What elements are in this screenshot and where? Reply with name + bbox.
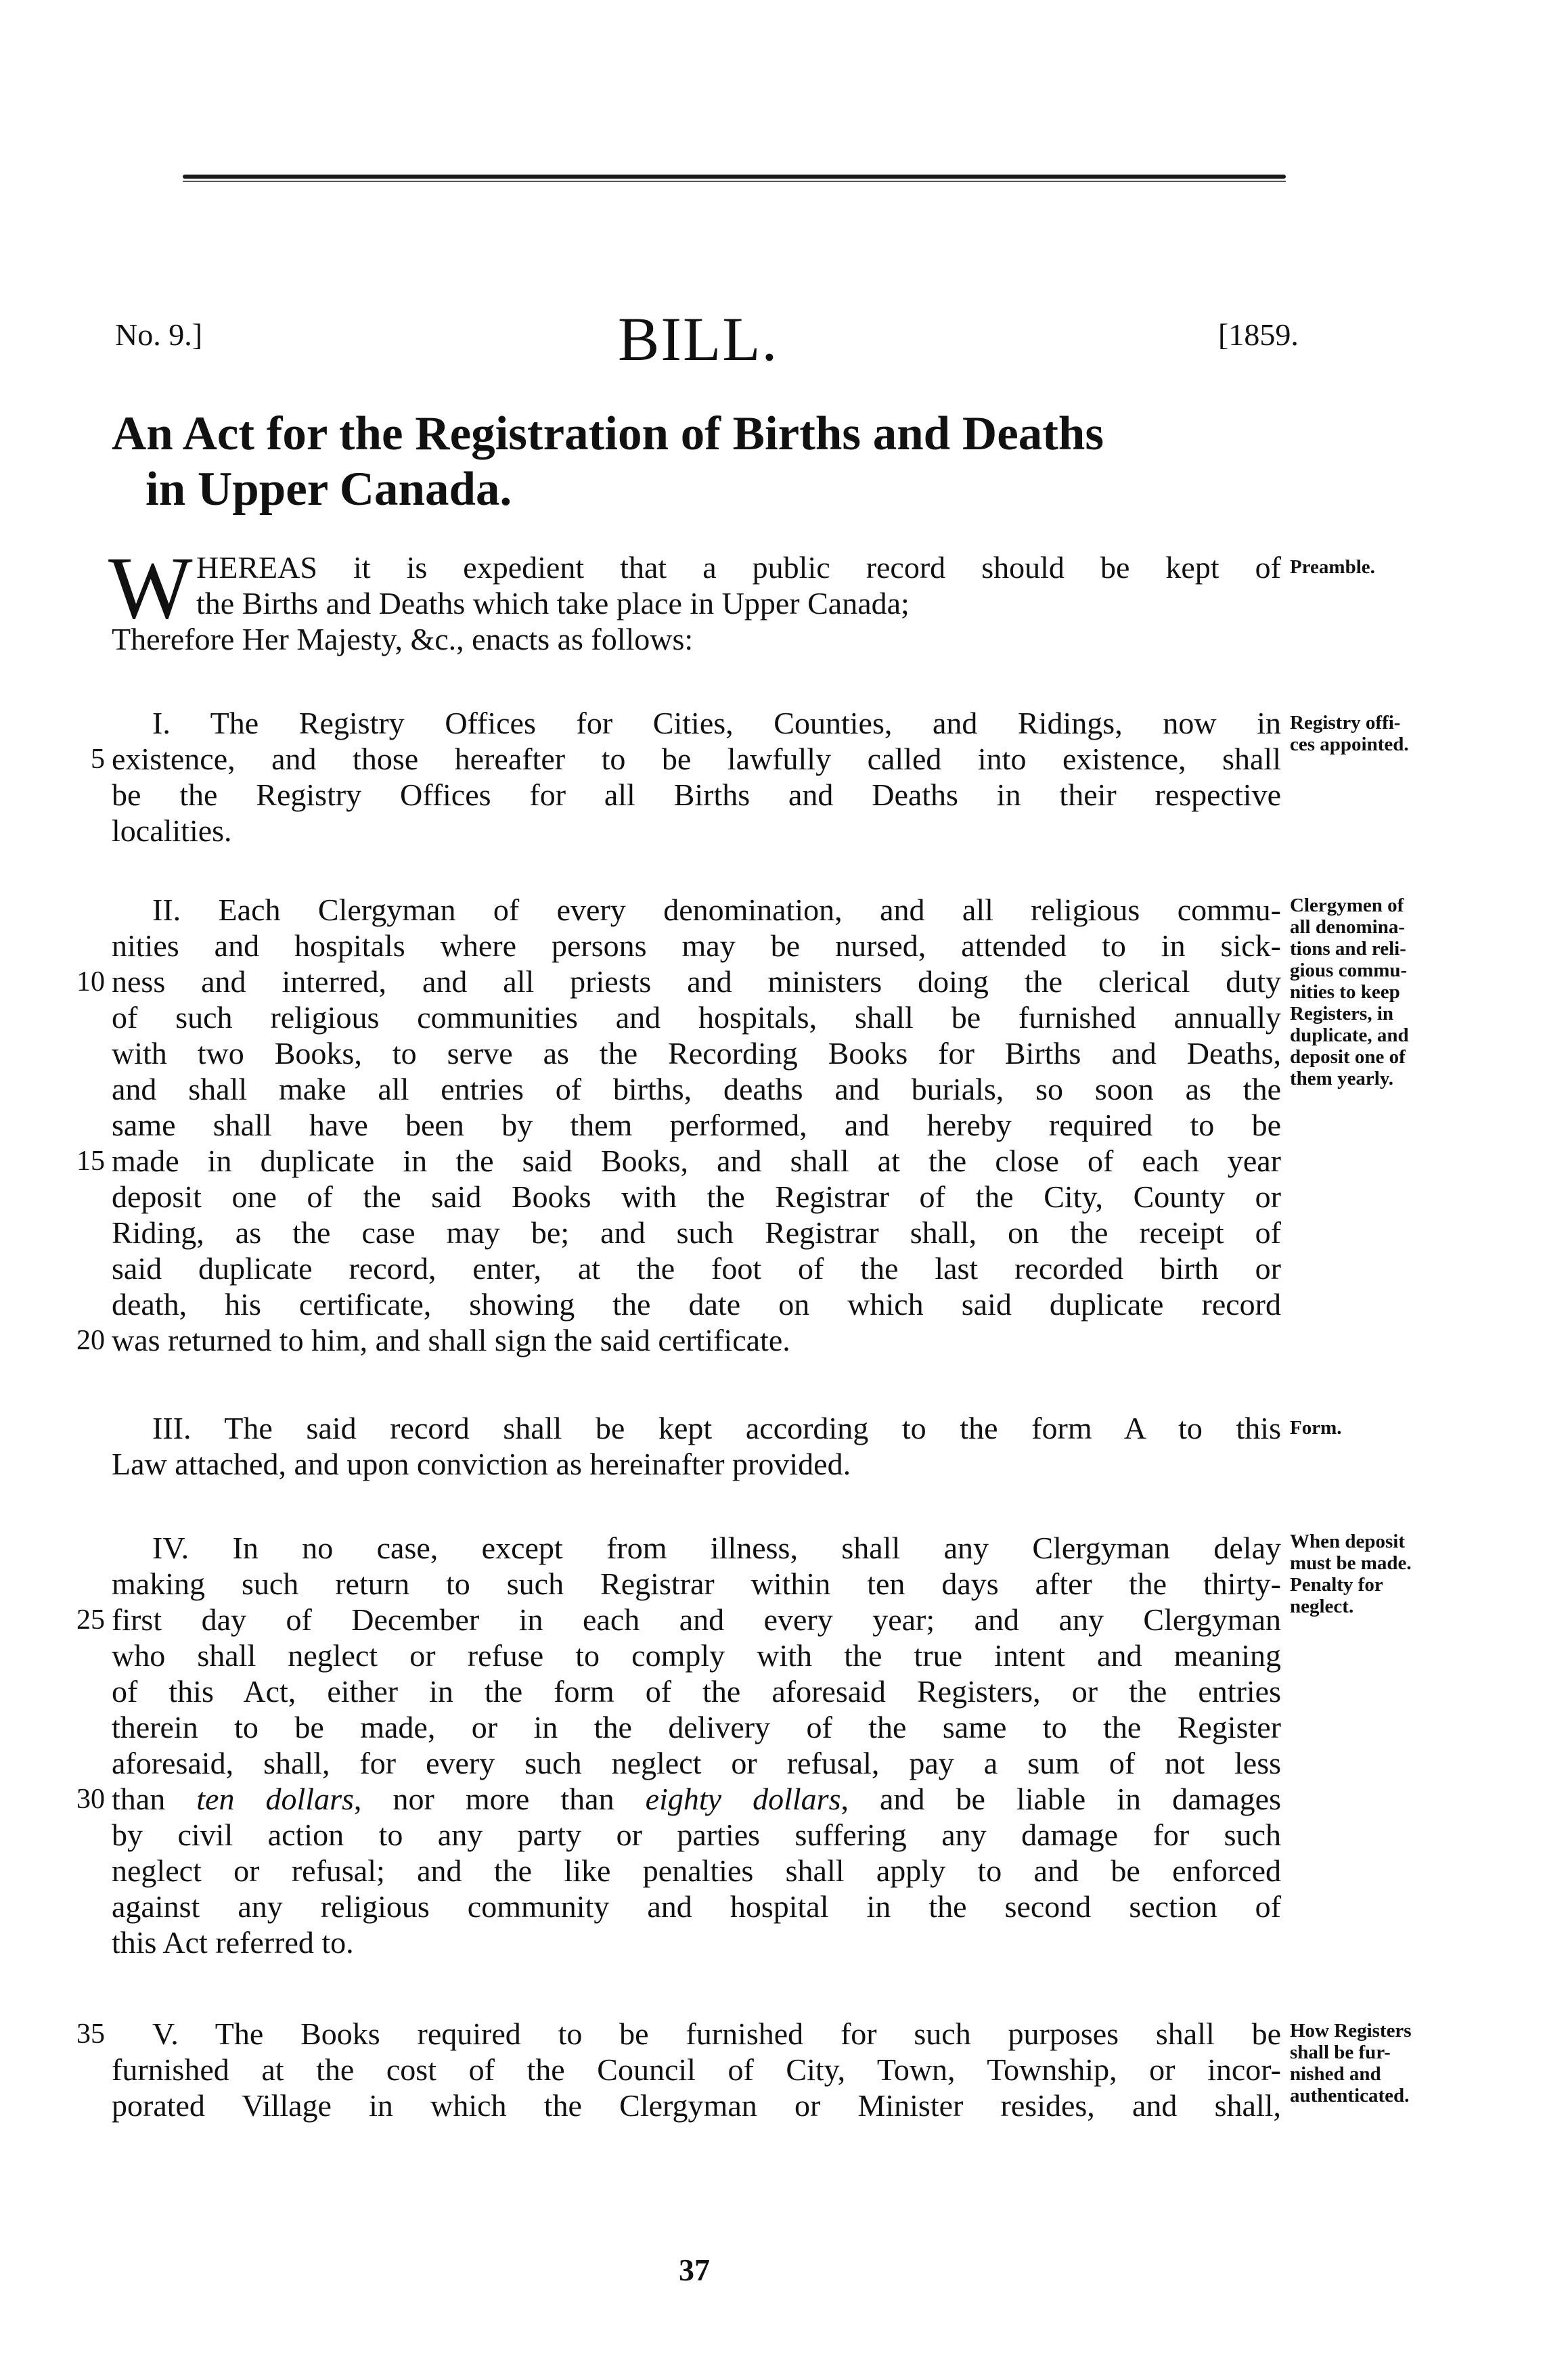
section-4-line: by civil action to any party or parties suffering any damage for such xyxy=(112,1818,1281,1852)
section-1-line: be the Registry Offices for all Births and Deaths in their respective xyxy=(112,777,1281,812)
margin-note-line: tions and reli- xyxy=(1290,938,1406,960)
document-type: BILL. xyxy=(618,305,779,374)
section-4-line: of this Act, either in the form of the aforesaid Registers, or the entries xyxy=(112,1674,1281,1709)
margin-note-line: Penalty for xyxy=(1290,1574,1383,1596)
section-4-line: therein to be made, or in the delivery of the same to the Register xyxy=(112,1710,1281,1744)
margin-note-line: nished and xyxy=(1290,2063,1381,2085)
section-2-line: and shall make all entries of births, deaths and burials, so soon as the xyxy=(112,1072,1281,1106)
section-2-line: deposit one of the said Books with the Registrar of the City, County or xyxy=(112,1179,1281,1214)
margin-note-section-5 xyxy=(1290,2020,1493,2106)
page-number: 37 xyxy=(679,2253,710,2287)
section-5-line: V. The Books required to be furnished for such purposes shall be xyxy=(152,2016,1281,2051)
preamble-line: the Births and Deaths which take place in Upper Canada; xyxy=(196,586,910,621)
margin-note-line: authenticated. xyxy=(1290,2085,1410,2106)
section-4-line: making such return to such Registrar within ten days after the thirty- xyxy=(112,1566,1281,1601)
margin-note-line: ces appointed. xyxy=(1290,734,1409,755)
margin-note-line: Clergymen of xyxy=(1290,895,1404,916)
bill-number: No. 9.] xyxy=(115,317,203,352)
preamble-line: HEREAS it is expedient that a public record should be kept of xyxy=(196,550,1281,585)
section-4-line: this Act referred to. xyxy=(112,1925,354,1960)
margin-note-line: Form. xyxy=(1290,1417,1342,1439)
bill-year: [1859. xyxy=(1218,317,1299,352)
section-4-line: against any religious community and hospital in the second section of xyxy=(112,1889,1281,1924)
section-5-line: porated Village in which the Clergyman or Minister resides, and shall, xyxy=(112,2088,1281,2123)
section-2-line: nities and hospitals where persons may be nursed, attended to in sick- xyxy=(112,928,1281,963)
act-title-line-1: An Act for the Registration of Births and Deaths xyxy=(112,407,1104,460)
margin-note-line: them yearly. xyxy=(1290,1068,1394,1089)
top-rule-thin xyxy=(183,181,1286,182)
italic-amount: eighty dollars xyxy=(645,1782,841,1816)
section-2-line: same shall have been by them performed, and hereby required to be xyxy=(112,1108,1281,1142)
margin-note-line: Registry offi- xyxy=(1290,712,1401,734)
section-1-line: existence, and those hereafter to be lawfully called into existence, shall xyxy=(112,742,1281,776)
margin-note-line: gious commu- xyxy=(1290,960,1408,981)
section-4-line: first day of December in each and every year; and any Clergyman xyxy=(112,1602,1281,1637)
margin-note-section-1 xyxy=(1290,712,1493,755)
line-number: 5 xyxy=(91,744,105,775)
section-2-line: with two Books, to serve as the Recording Books for Births and Deaths, xyxy=(112,1036,1281,1070)
margin-note-section-3 xyxy=(1290,1417,1493,1439)
margin-note-line: When deposit xyxy=(1290,1531,1406,1552)
section-1-line: I. The Registry Offices for Cities, Counties, and Ridings, now in xyxy=(152,706,1281,740)
section-2-line: death, his certificate, showing the date on which said duplicate record xyxy=(112,1287,1281,1322)
margin-note-line: How Registers xyxy=(1290,2020,1412,2042)
preamble-dropcap: W xyxy=(108,538,193,637)
top-rule xyxy=(183,175,1286,179)
section-4-line: who shall neglect or refuse to comply with the true intent and meaning xyxy=(112,1638,1281,1673)
act-title-line-2: in Upper Canada. xyxy=(145,463,512,516)
margin-note-line: all denomina- xyxy=(1290,916,1405,938)
margin-note-line: duplicate, and xyxy=(1290,1024,1409,1046)
section-4-line: than ten dollars, nor more than eighty dollars, and be liable in damages xyxy=(112,1782,1281,1816)
line-number: 30 xyxy=(76,1784,105,1815)
line-number: 20 xyxy=(76,1325,105,1356)
margin-note-line: must be made. xyxy=(1290,1552,1412,1574)
section-2-line: was returned to him, and shall sign the said certificate. xyxy=(112,1323,790,1357)
section-2-line: Riding, as the case may be; and such Registrar shall, on the receipt of xyxy=(112,1215,1281,1250)
margin-note-section-4 xyxy=(1290,1531,1493,1617)
line-number: 35 xyxy=(76,2019,105,2050)
margin-note-line: nities to keep xyxy=(1290,981,1400,1003)
section-4-line: neglect or refusal; and the like penalties shall apply to and be enforced xyxy=(112,1853,1281,1888)
margin-note-line: shall be fur- xyxy=(1290,2042,1391,2063)
section-2-line: of such religious communities and hospitals, shall be furnished annually xyxy=(112,1000,1281,1035)
line-number: 10 xyxy=(76,966,105,997)
act-title xyxy=(112,406,1330,517)
section-1-line: localities. xyxy=(112,813,232,848)
margin-note-section-2 xyxy=(1290,895,1493,1089)
preamble-line: Therefore Her Majesty, &c., enacts as follows: xyxy=(112,622,694,656)
section-2-line: said duplicate record, enter, at the foot of the last recorded birth or xyxy=(112,1251,1281,1286)
section-2-line: II. Each Clergyman of every denomination, and all religious commu- xyxy=(152,893,1281,927)
margin-note-line: deposit one of xyxy=(1290,1046,1406,1068)
margin-note-preamble xyxy=(1290,556,1493,578)
section-4-line: IV. In no case, except from illness, shall any Clergyman delay xyxy=(152,1531,1281,1565)
margin-note-line: neglect. xyxy=(1290,1596,1354,1617)
margin-note-line: Preamble. xyxy=(1290,556,1375,578)
section-2-line: ness and interred, and all priests and ministers doing the clerical duty xyxy=(112,964,1281,999)
section-3-line: Law attached, and upon conviction as hereinafter provided. xyxy=(112,1447,851,1481)
section-4-line: aforesaid, shall, for every such neglect or refusal, pay a sum of not less xyxy=(112,1746,1281,1780)
line-number: 25 xyxy=(76,1604,105,1636)
section-3-line: III. The said record shall be kept according to the form A to this xyxy=(152,1411,1281,1445)
section-5-line: furnished at the cost of the Council of City, Town, Township, or incor- xyxy=(112,2052,1281,2087)
margin-note-line: Registers, in xyxy=(1290,1003,1394,1024)
section-2-line: made in duplicate in the said Books, and shall at the close of each year xyxy=(112,1144,1281,1178)
line-number: 15 xyxy=(76,1146,105,1177)
italic-amount: ten dollars xyxy=(196,1782,354,1816)
